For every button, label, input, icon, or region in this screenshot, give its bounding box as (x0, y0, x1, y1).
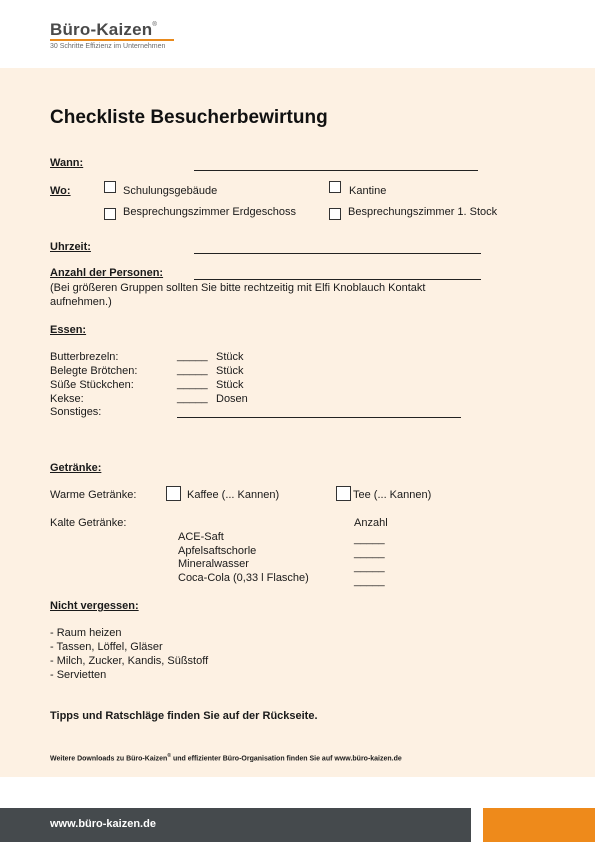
page-title: Checkliste Besucherbewirtung (50, 107, 328, 128)
footer-accent (483, 808, 595, 842)
warme-getraenke-label: Warme Getränke: (50, 489, 137, 501)
reminder-item: - Tassen, Löffel, Gläser (50, 641, 163, 653)
tee-label: Tee (... Kannen) (353, 489, 432, 501)
essen-item-name: Butterbrezeln: (50, 351, 119, 363)
essen-item-blank[interactable]: _____ (177, 350, 208, 362)
anzahl-label: Anzahl (354, 517, 388, 529)
reminder-item: - Milch, Zucker, Kandis, Süßstoff (50, 655, 209, 667)
logo (50, 20, 157, 40)
essen-item-blank[interactable]: _____ (177, 378, 208, 390)
option-kantine: Kantine (349, 185, 387, 197)
uhrzeit-label: Uhrzeit: (50, 241, 91, 253)
downloads-note (50, 753, 402, 762)
kaffee-label: Kaffee (... Kannen) (187, 489, 280, 501)
tipps-note: Tipps und Ratschläge finden Sie auf der Rückseite. (50, 710, 318, 722)
option-schulungsgebaeude: Schulungsgebäude (123, 185, 218, 197)
essen-item-name: Belegte Brötchen: (50, 365, 138, 377)
checkbox-besprechungszimmer-eg[interactable] (104, 208, 116, 220)
checkbox-besprechungszimmer-1og[interactable] (329, 208, 341, 220)
reminder-item: - Raum heizen (50, 627, 122, 639)
kalt-item-blank[interactable]: _____ (354, 547, 385, 559)
kalt-item-name: ACE-Saft (178, 531, 224, 543)
essen-item-blank[interactable]: _____ (177, 364, 208, 376)
kalt-item-name: Coca-Cola (0,33 l Flasche) (178, 572, 309, 584)
logo-registered-mark: ® (152, 22, 157, 28)
option-besprechungszimmer-1og: Besprechungszimmer 1. Stock (348, 206, 498, 218)
checkbox-schulungsgebaeude[interactable] (104, 181, 116, 193)
essen-label: Essen: (50, 324, 87, 336)
downloads-text-start: Weitere Downloads zu Büro-Kaizen (50, 755, 168, 763)
footer-url-link[interactable]: www.büro-kaizen.de (50, 818, 156, 830)
reminder-item: - Servietten (50, 669, 107, 681)
uhrzeit-field[interactable] (194, 253, 481, 254)
essen-item-blank[interactable]: _____ (177, 392, 208, 404)
essen-item-name: Süße Stückchen: (50, 379, 134, 391)
personen-note-line2: aufnehmen.) (50, 296, 112, 308)
essen-item-name: Kekse: (50, 393, 84, 405)
option-besprechungszimmer-eg: Besprechungszimmer Erdgeschoss (123, 206, 297, 218)
checkbox-tee[interactable] (336, 486, 351, 501)
essen-item-name: Sonstiges: (50, 406, 102, 418)
essen-item-unit: Stück (216, 379, 244, 391)
essen-item-unit: Dosen (216, 393, 248, 405)
nicht-vergessen-label: Nicht vergessen: (50, 600, 139, 612)
personen-label: Anzahl der Personen: (50, 267, 164, 279)
wann-field[interactable] (194, 170, 478, 171)
essen-item-unit: Stück (216, 351, 244, 363)
personen-field[interactable] (194, 279, 481, 280)
checkbox-kantine[interactable] (329, 181, 341, 193)
logo-underline (50, 39, 174, 41)
kalte-getraenke-label: Kalte Getränke: (50, 517, 127, 529)
downloads-text-end: und effizienter Büro-Organisation finden Sie auf www.büro-kaizen.de (171, 755, 402, 763)
personen-note-line1: (Bei größeren Gruppen sollten Sie bitte rechtzeitig mit Elfi Knoblauch Kontakt (50, 282, 426, 294)
wann-label: Wann: (50, 157, 84, 169)
kalt-item-name: Apfelsaftschorle (178, 545, 257, 557)
kalt-item-name: Mineralwasser (178, 558, 249, 570)
getraenke-label: Getränke: (50, 462, 102, 474)
downloads-registered-mark: ® (167, 753, 172, 759)
kalt-item-blank[interactable]: _____ (354, 533, 385, 545)
logo-tagline: 30 Schritte Effizienz im Unternehmen (50, 43, 166, 50)
essen-item-unit: Stück (216, 365, 244, 377)
kalt-item-blank[interactable]: _____ (354, 561, 385, 573)
sonstiges-field[interactable] (177, 417, 461, 418)
logo-text: Büro-Kaizen (50, 20, 153, 39)
checkbox-kaffee[interactable] (166, 486, 181, 501)
wo-label: Wo: (50, 185, 71, 197)
kalt-item-blank[interactable]: _____ (354, 575, 385, 587)
